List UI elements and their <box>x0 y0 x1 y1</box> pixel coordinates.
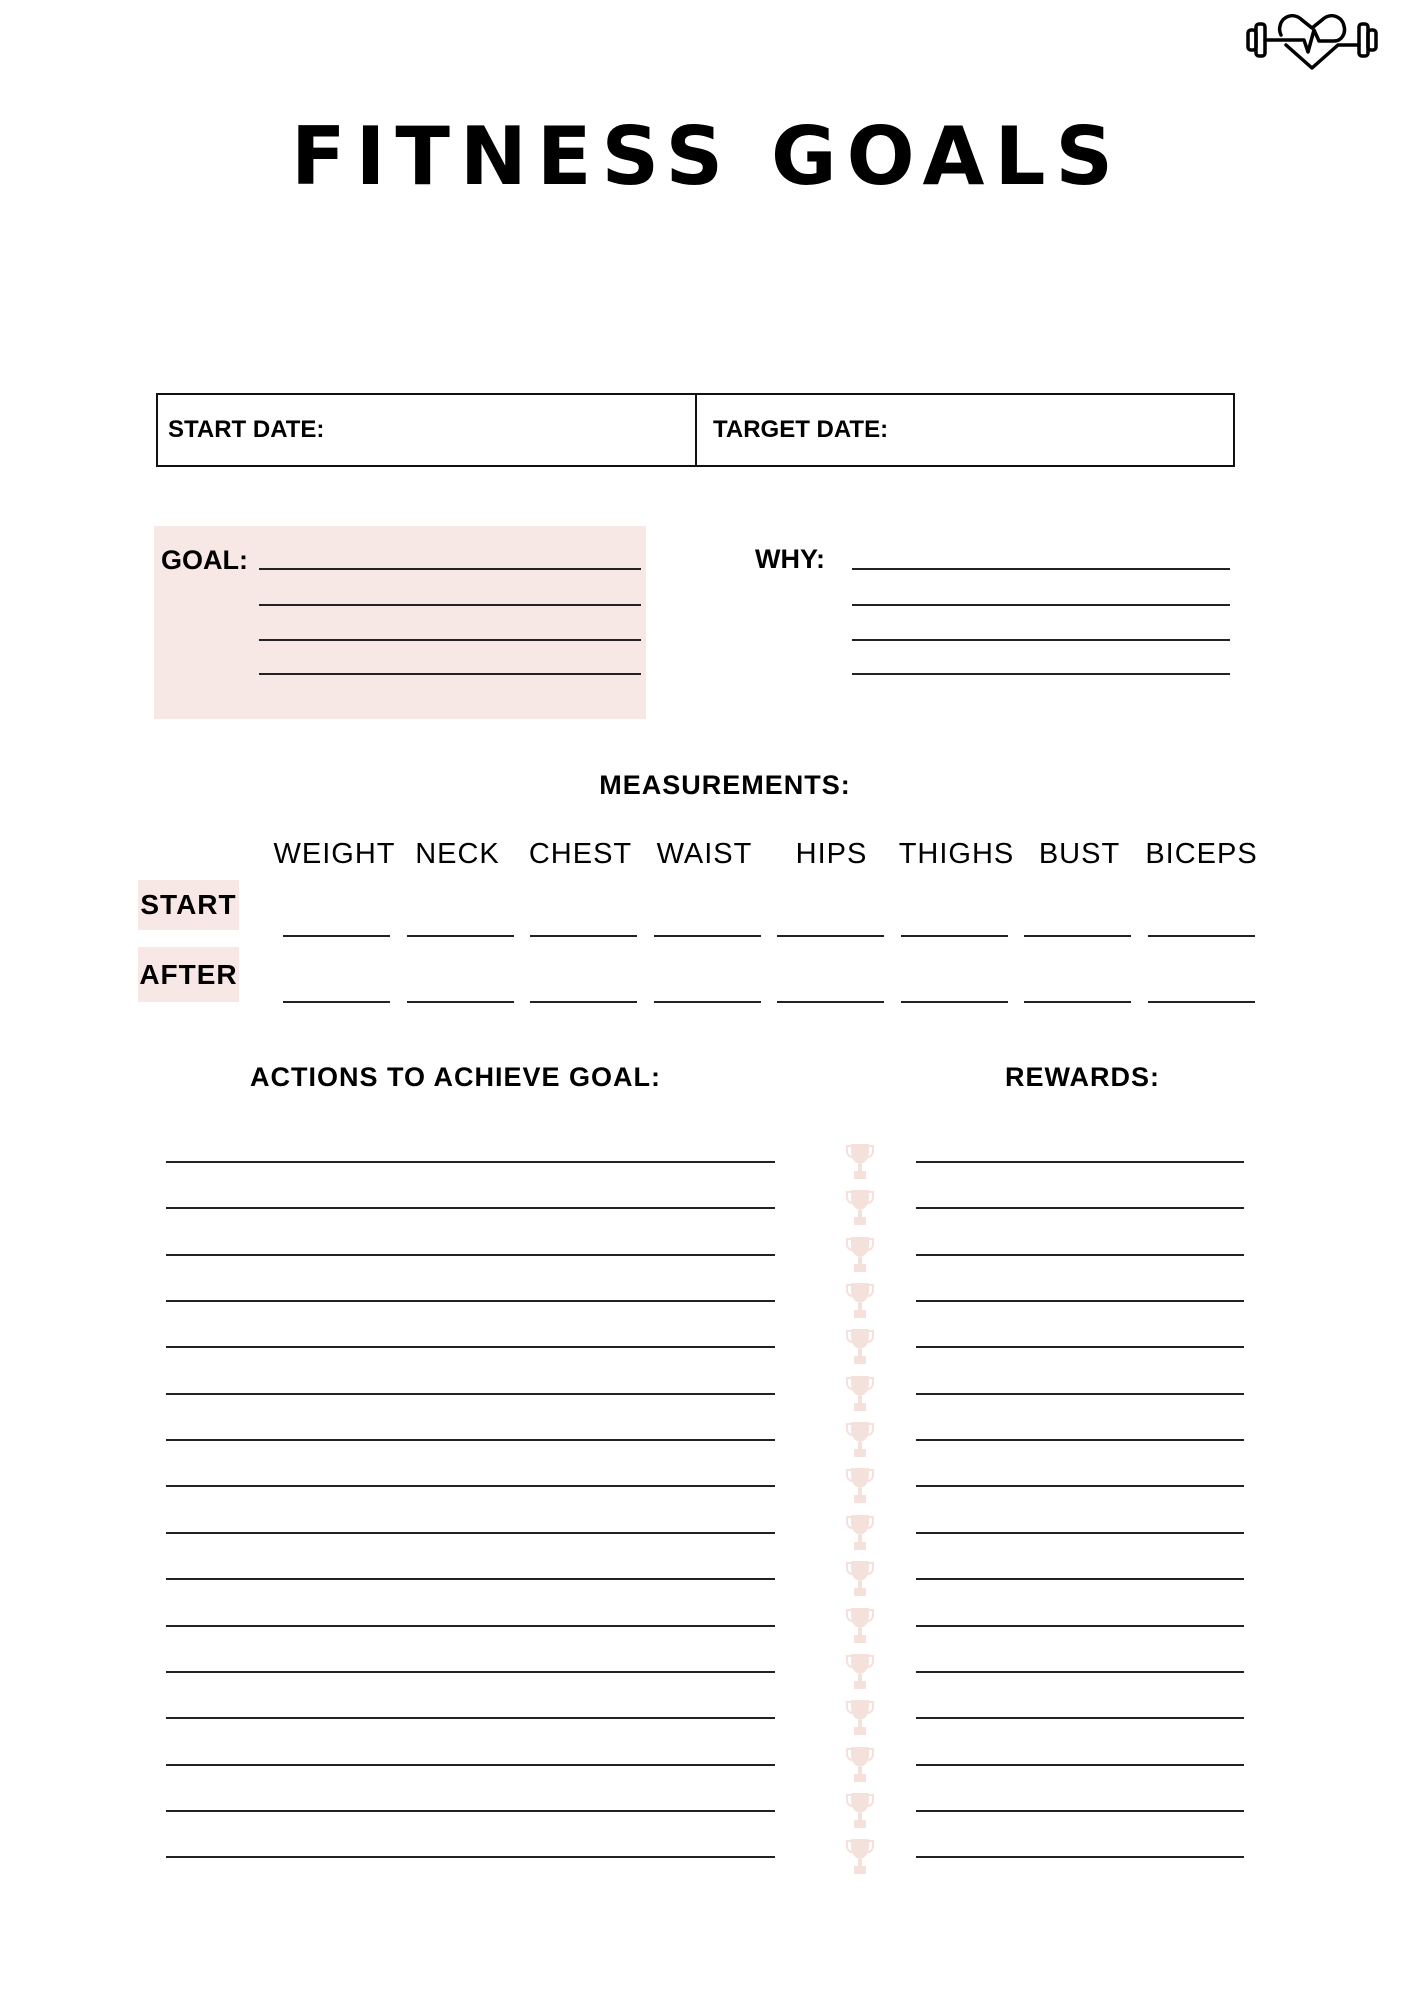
action-line-6[interactable] <box>166 1393 775 1395</box>
measurement-after-weight-field[interactable] <box>283 1001 390 1003</box>
action-line-5[interactable] <box>166 1346 775 1348</box>
page-title: FITNESS GOALS <box>290 110 1124 203</box>
trophy-icon <box>846 1745 874 1783</box>
reward-line-10[interactable] <box>916 1578 1244 1580</box>
measurements-title: MEASUREMENTS: <box>599 770 851 800</box>
col-weight: WEIGHT <box>273 838 396 870</box>
action-line-11[interactable] <box>166 1625 775 1627</box>
col-waist: WAIST <box>656 838 753 870</box>
trophy-icon <box>846 1188 874 1226</box>
reward-line-12[interactable] <box>916 1671 1244 1673</box>
trophy-icon <box>846 1374 874 1412</box>
date-box <box>156 393 1235 467</box>
reward-line-2[interactable] <box>916 1207 1244 1209</box>
goal-line-2[interactable] <box>259 604 641 606</box>
why-line-1[interactable] <box>852 568 1230 570</box>
trophy-icon <box>846 1466 874 1504</box>
reward-line-5[interactable] <box>916 1346 1244 1348</box>
measurement-start-hips-field[interactable] <box>777 935 884 937</box>
trophy-icon <box>846 1606 874 1644</box>
measurement-after-thighs-field[interactable] <box>901 1001 1008 1003</box>
trophy-icon <box>846 1420 874 1458</box>
start-date-field[interactable] <box>158 395 697 465</box>
reward-line-8[interactable] <box>916 1485 1244 1487</box>
col-bust: BUST <box>1038 838 1121 870</box>
reward-line-14[interactable] <box>916 1764 1244 1766</box>
measurement-start-waist-field[interactable] <box>654 935 761 937</box>
action-line-4[interactable] <box>166 1300 775 1302</box>
measurement-start-bust-field[interactable] <box>1024 935 1131 937</box>
trophy-icon <box>846 1791 874 1829</box>
action-line-8[interactable] <box>166 1485 775 1487</box>
action-line-14[interactable] <box>166 1764 775 1766</box>
measurement-start-neck-field[interactable] <box>407 935 514 937</box>
col-biceps: BICEPS <box>1145 838 1258 870</box>
goal-line-1[interactable] <box>259 568 641 570</box>
reward-line-7[interactable] <box>916 1439 1244 1441</box>
col-neck: NECK <box>415 838 500 870</box>
why-line-3[interactable] <box>852 639 1230 641</box>
trophy-icon <box>846 1281 874 1319</box>
row-start-label: START <box>140 889 237 920</box>
col-thighs: THIGHS <box>898 838 1015 870</box>
action-line-9[interactable] <box>166 1532 775 1534</box>
trophy-icon <box>846 1837 874 1875</box>
col-chest: CHEST <box>528 838 633 870</box>
rewards-title: REWARDS: <box>1005 1062 1160 1092</box>
measurement-after-hips-field[interactable] <box>777 1001 884 1003</box>
reward-line-4[interactable] <box>916 1300 1244 1302</box>
goal-line-3[interactable] <box>259 639 641 641</box>
target-date-field[interactable] <box>697 395 1233 465</box>
why-line-4[interactable] <box>852 673 1230 675</box>
start-date-label: START DATE: <box>168 416 325 443</box>
measurement-after-biceps-field[interactable] <box>1148 1001 1255 1003</box>
measurement-after-chest-field[interactable] <box>530 1001 637 1003</box>
why-label: WHY: <box>755 544 825 574</box>
measurement-after-waist-field[interactable] <box>654 1001 761 1003</box>
reward-line-15[interactable] <box>916 1810 1244 1812</box>
action-line-15[interactable] <box>166 1810 775 1812</box>
action-line-16[interactable] <box>166 1856 775 1858</box>
reward-line-9[interactable] <box>916 1532 1244 1534</box>
measurement-start-biceps-field[interactable] <box>1148 935 1255 937</box>
action-line-10[interactable] <box>166 1578 775 1580</box>
trophy-icon <box>846 1513 874 1551</box>
reward-line-16[interactable] <box>916 1856 1244 1858</box>
reward-line-11[interactable] <box>916 1625 1244 1627</box>
trophy-icon <box>846 1652 874 1690</box>
reward-line-13[interactable] <box>916 1717 1244 1719</box>
actions-title: ACTIONS TO ACHIEVE GOAL: <box>250 1062 662 1092</box>
reward-line-1[interactable] <box>916 1161 1244 1163</box>
row-start-tag <box>138 880 239 930</box>
goal-line-4[interactable] <box>259 673 641 675</box>
trophy-icon <box>846 1235 874 1273</box>
row-after-tag <box>138 947 239 1002</box>
action-line-1[interactable] <box>166 1161 775 1163</box>
reward-line-6[interactable] <box>916 1393 1244 1395</box>
action-line-12[interactable] <box>166 1671 775 1673</box>
goal-label: GOAL: <box>161 545 248 575</box>
col-hips: HIPS <box>795 838 868 870</box>
trophy-icon <box>846 1142 874 1180</box>
measurement-start-thighs-field[interactable] <box>901 935 1008 937</box>
measurement-start-chest-field[interactable] <box>530 935 637 937</box>
trophy-icon <box>846 1327 874 1365</box>
action-line-3[interactable] <box>166 1254 775 1256</box>
target-date-label: TARGET DATE: <box>713 416 889 443</box>
measurement-start-weight-field[interactable] <box>283 935 390 937</box>
measurement-after-neck-field[interactable] <box>407 1001 514 1003</box>
action-line-7[interactable] <box>166 1439 775 1441</box>
trophy-icon <box>846 1559 874 1597</box>
trophy-icon <box>846 1698 874 1736</box>
reward-line-3[interactable] <box>916 1254 1244 1256</box>
why-line-2[interactable] <box>852 604 1230 606</box>
action-line-13[interactable] <box>166 1717 775 1719</box>
action-line-2[interactable] <box>166 1207 775 1209</box>
dumbbell-heart-icon <box>1246 8 1378 70</box>
row-after-label: AFTER <box>139 958 238 990</box>
measurement-after-bust-field[interactable] <box>1024 1001 1131 1003</box>
